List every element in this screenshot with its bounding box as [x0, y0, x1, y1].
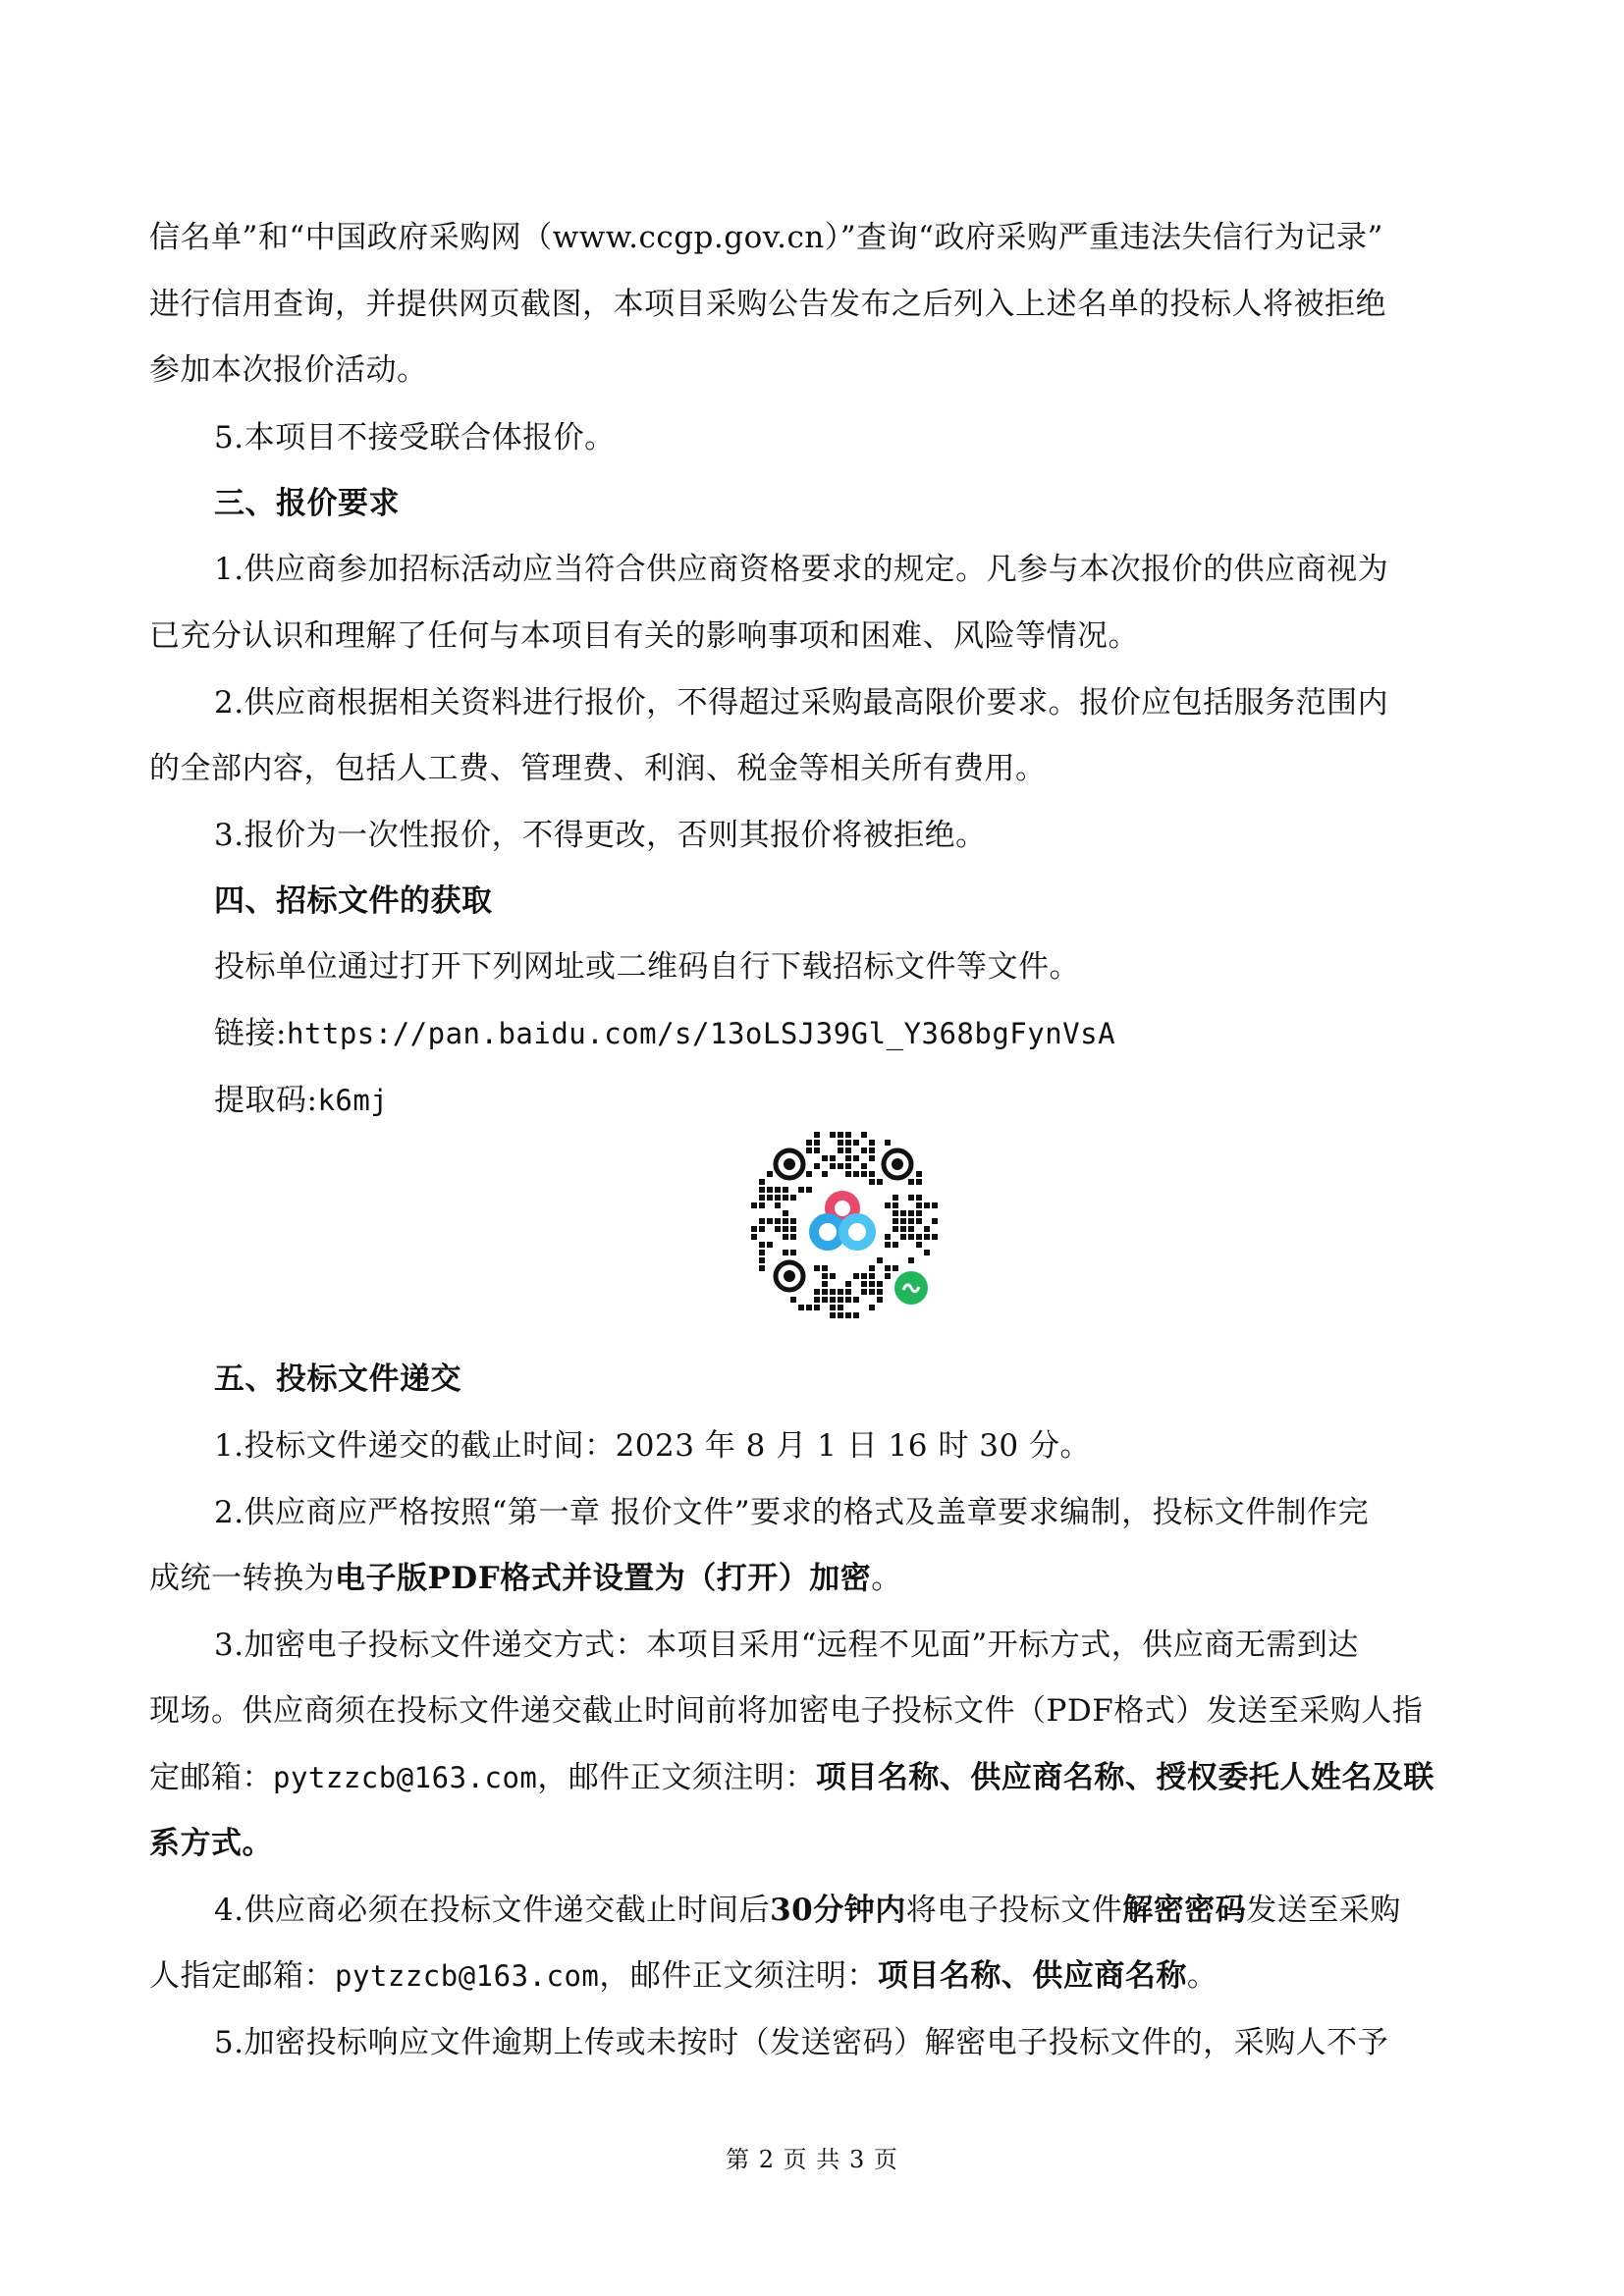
section3-p3: 3.报价为一次性报价，不得更改，否则其报价将被拒绝。	[214, 818, 987, 853]
p2b-pre: 成统一转换为	[149, 1561, 335, 1596]
section5-p1: 1.投标文件递交的截止时间：2023 年 8 月 1 日 16 时 30 分。	[214, 1428, 1091, 1464]
p3c-pre: 定邮箱：	[149, 1760, 273, 1795]
section3-heading: 三、报价要求	[214, 486, 400, 521]
section5-p3c	[149, 1758, 1485, 1797]
section5-p5: 5.加密投标响应文件逾期上传或未按时（发送密码）解密电子投标文件的，采购人不予	[214, 2025, 1389, 2060]
p4a-post: 发送至采购	[1246, 1893, 1401, 1928]
page-number-footer: 第 2 页 共 3 页	[726, 2146, 898, 2173]
section5-p2b	[149, 1559, 1485, 1598]
section3-p1a: 1.供应商参加招标活动应当符合供应商资格要求的规定。凡参与本次报价的供应商视为	[214, 552, 1389, 587]
extract-code: k6mj	[317, 1084, 389, 1117]
download-link-line	[214, 1014, 1549, 1053]
section3-p1b: 已充分认识和理解了任何与本项目有关的影响事项和困难、风险等情况。	[149, 618, 1139, 654]
section3-p2a: 2.供应商根据相关资料进行报价，不得超过采购最高限价要求。报价应包括服务范围内	[214, 685, 1389, 721]
extract-code-line	[214, 1081, 1549, 1120]
section4-heading: 四、招标文件的获取	[214, 883, 493, 919]
p4b-post: 。	[1186, 1958, 1218, 1994]
code-label: 提取码:	[214, 1083, 318, 1118]
section5-heading: 五、投标文件递交	[214, 1362, 461, 1397]
section3-p2b: 的全部内容，包括人工费、管理费、利润、税金等相关所有费用。	[149, 751, 1047, 786]
p3c-mid: ，邮件正文须注明：	[537, 1760, 816, 1795]
section5-p4b	[149, 1956, 1485, 1996]
p2b-post: 。	[871, 1561, 902, 1596]
qr-code-icon[interactable]	[738, 1119, 947, 1327]
p3c-bold: 项目名称、供应商名称、授权委托人姓名及联	[815, 1760, 1435, 1795]
p2b-bold: 电子版PDF格式并设置为（打开）加密	[335, 1561, 872, 1596]
p4b-mid: ，邮件正文须注明：	[599, 1958, 878, 1994]
link-label: 链接:	[214, 1016, 287, 1051]
section4-intro: 投标单位通过打开下列网址或二维码自行下载招标文件等文件。	[214, 949, 1080, 985]
section5-p2a: 2.供应商应严格按照“第一章 报价文件”要求的格式及盖章要求编制，投标文件制作完	[214, 1495, 1370, 1530]
p4a-bold1: 30分钟内	[770, 1893, 906, 1928]
p4a-mid: 将电子投标文件	[905, 1893, 1123, 1928]
section5-p4a	[214, 1891, 1549, 1930]
section5-p3a: 3.加密电子投标文件递交方式：本项目采用“远程不见面”开标方式，供应商无需到达	[214, 1628, 1359, 1663]
email-link[interactable]: pytzzcb@163.com	[273, 1761, 538, 1794]
section5-p3b: 现场。供应商须在投标文件递交截止时间前将加密电子投标文件（PDF格式）发送至采购人指	[149, 1693, 1424, 1729]
p4a-pre: 4.供应商必须在投标文件递交截止时间后	[214, 1893, 771, 1928]
download-link[interactable]: https://pan.baidu.com/s/13oLSJ39Gl_Y368bgFynVsA	[286, 1017, 1116, 1050]
body-line-4: 5.本项目不接受联合体报价。	[214, 420, 616, 455]
body-line-2: 进行信用查询，并提供网页截图，本项目采购公告发布之后列入上述名单的投标人将被拒绝	[149, 287, 1386, 322]
section5-p3d: 系方式。	[149, 1826, 273, 1861]
p4b-pre: 人指定邮箱：	[149, 1958, 335, 1994]
p4a-bold2: 解密密码	[1122, 1893, 1247, 1928]
p4b-bold: 项目名称、供应商名称	[877, 1958, 1187, 1994]
body-line-1: 信名单”和“中国政府采购网（www.ccgp.gov.cn）”查询“政府采购严重违法失信行为记录”	[149, 220, 1383, 255]
email-link-2[interactable]: pytzzcb@163.com	[335, 1959, 600, 1993]
body-line-3: 参加本次报价活动。	[149, 352, 428, 388]
